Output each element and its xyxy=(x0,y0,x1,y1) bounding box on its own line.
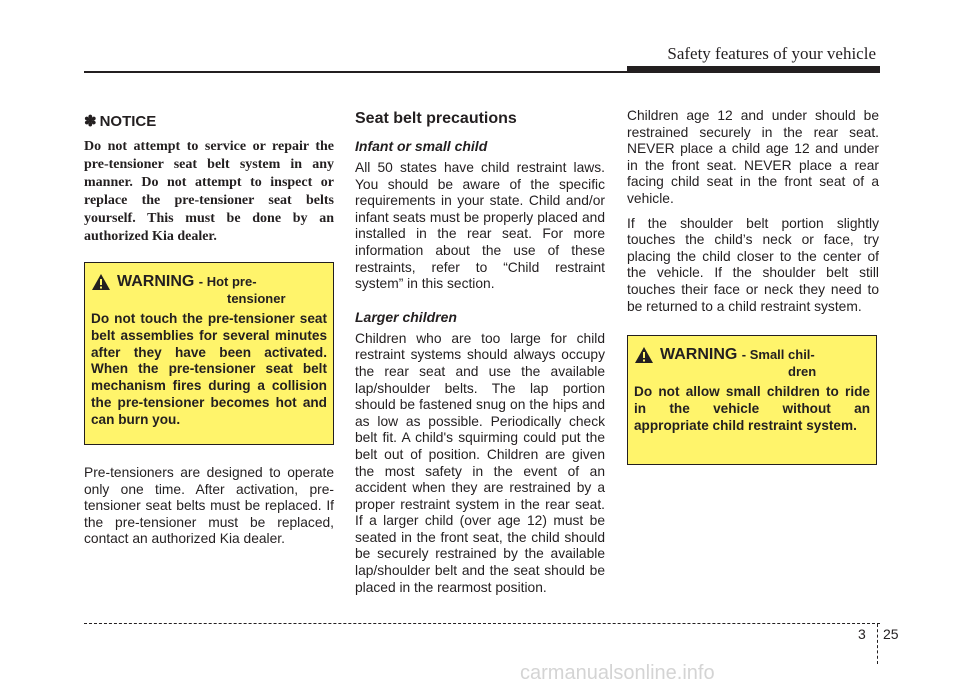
notice-heading-text: NOTICE xyxy=(99,112,157,130)
infant-paragraph: All 50 states have child restraint laws. You should be aware of the specific requirements in your state. Child and/or infant seats must be properly placed and installed in the rear seat. For more information about the use of these restraints, refer to “Child restraint system” in this section. xyxy=(355,160,605,292)
infant-subtitle: Infant or small child xyxy=(355,138,488,154)
notice-symbol-icon: ✽ xyxy=(84,113,97,130)
page-header-title: Safety features of your vehicle xyxy=(667,44,876,63)
section-title: Seat belt precautions xyxy=(355,110,517,127)
warning-body: Do not touch the pre-tensioner seat belt assemblies for several minutes after they have been activated. When the pre-tensioner seat belt mechanism fires during a collision the pre-tensioner becomes hot and can burn you. xyxy=(91,311,327,427)
warning-subtitle-line1: - Hot pre- xyxy=(198,274,257,289)
warning-subtitle-line2: tensioner xyxy=(227,291,286,306)
watermark: carmanualsonline.info xyxy=(520,662,715,684)
warning-subtitle-line2: dren xyxy=(788,364,817,380)
warning-label: WARNING xyxy=(117,273,195,290)
warning-triangle-icon xyxy=(91,273,111,291)
warning-label: WARNING xyxy=(660,346,738,364)
warning-subtitle-line1: - Small chil- xyxy=(741,347,815,363)
column-right xyxy=(627,108,879,465)
page-number: 25 xyxy=(883,626,899,642)
pretensioner-paragraph: Pre-tensioners are designed to operate only one time. After activation, pre-tensioner seat belts must be replaced. If the pre-tensioner must be replaced, contact an authorized Kia dealer. xyxy=(84,465,334,547)
chapter-number: 3 xyxy=(858,626,866,642)
column-middle xyxy=(355,108,605,596)
shoulder-belt-paragraph: If the shoulder belt portion slightly touches the child’s neck or face, try placing the child closer to the center of the vehicle. If the shoulder belt still touches their face or neck they need to be returned to a child restraint system. xyxy=(627,215,879,314)
footer-rule xyxy=(84,623,880,624)
header-rule-accent xyxy=(627,66,880,73)
notice-body: Do not attempt to service or repair the pre-tensioner seat belt system in any manner. Do not attempt to inspect or replace the pre-tensioner seat belts yourself. This must be done by an authorized Kia dealer. xyxy=(84,139,334,244)
warning-body: Do not allow small children to ride in the vehicle without an appropriate child restraint system. xyxy=(634,384,870,433)
warning-triangle-icon xyxy=(634,346,654,364)
page-number-divider xyxy=(877,624,878,664)
larger-children-subtitle: Larger children xyxy=(355,308,457,325)
warning-box-small-children xyxy=(627,335,877,465)
notice-heading xyxy=(84,112,334,130)
child-age-paragraph: Children age 12 and under should be restrained securely in the rear seat. NEVER place a child age 12 and under in the front seat. NEVER place a rear facing child seat in the front seat of a vehicle. xyxy=(627,108,879,206)
warning-box-hot-pretensioner xyxy=(84,262,334,445)
column-left xyxy=(84,108,334,548)
larger-children-paragraph: Children who are too large for child restraint systems should always occupy the rear seat and use the available lap/shoulder belts. The lap portion should be fastened snug on the hips and as low as possible. Periodically check belt fit. A child's squirming could put the belt out of position. Children are given the most safety in the event of an accident when they are restrained by a proper restraint system in the rear seat. If a larger child (over age 12) must be seated in the front seat, the child should be securely restrained by the available lap/shoulder belt and the seat should be placed in the rearmost position. xyxy=(355,330,605,595)
